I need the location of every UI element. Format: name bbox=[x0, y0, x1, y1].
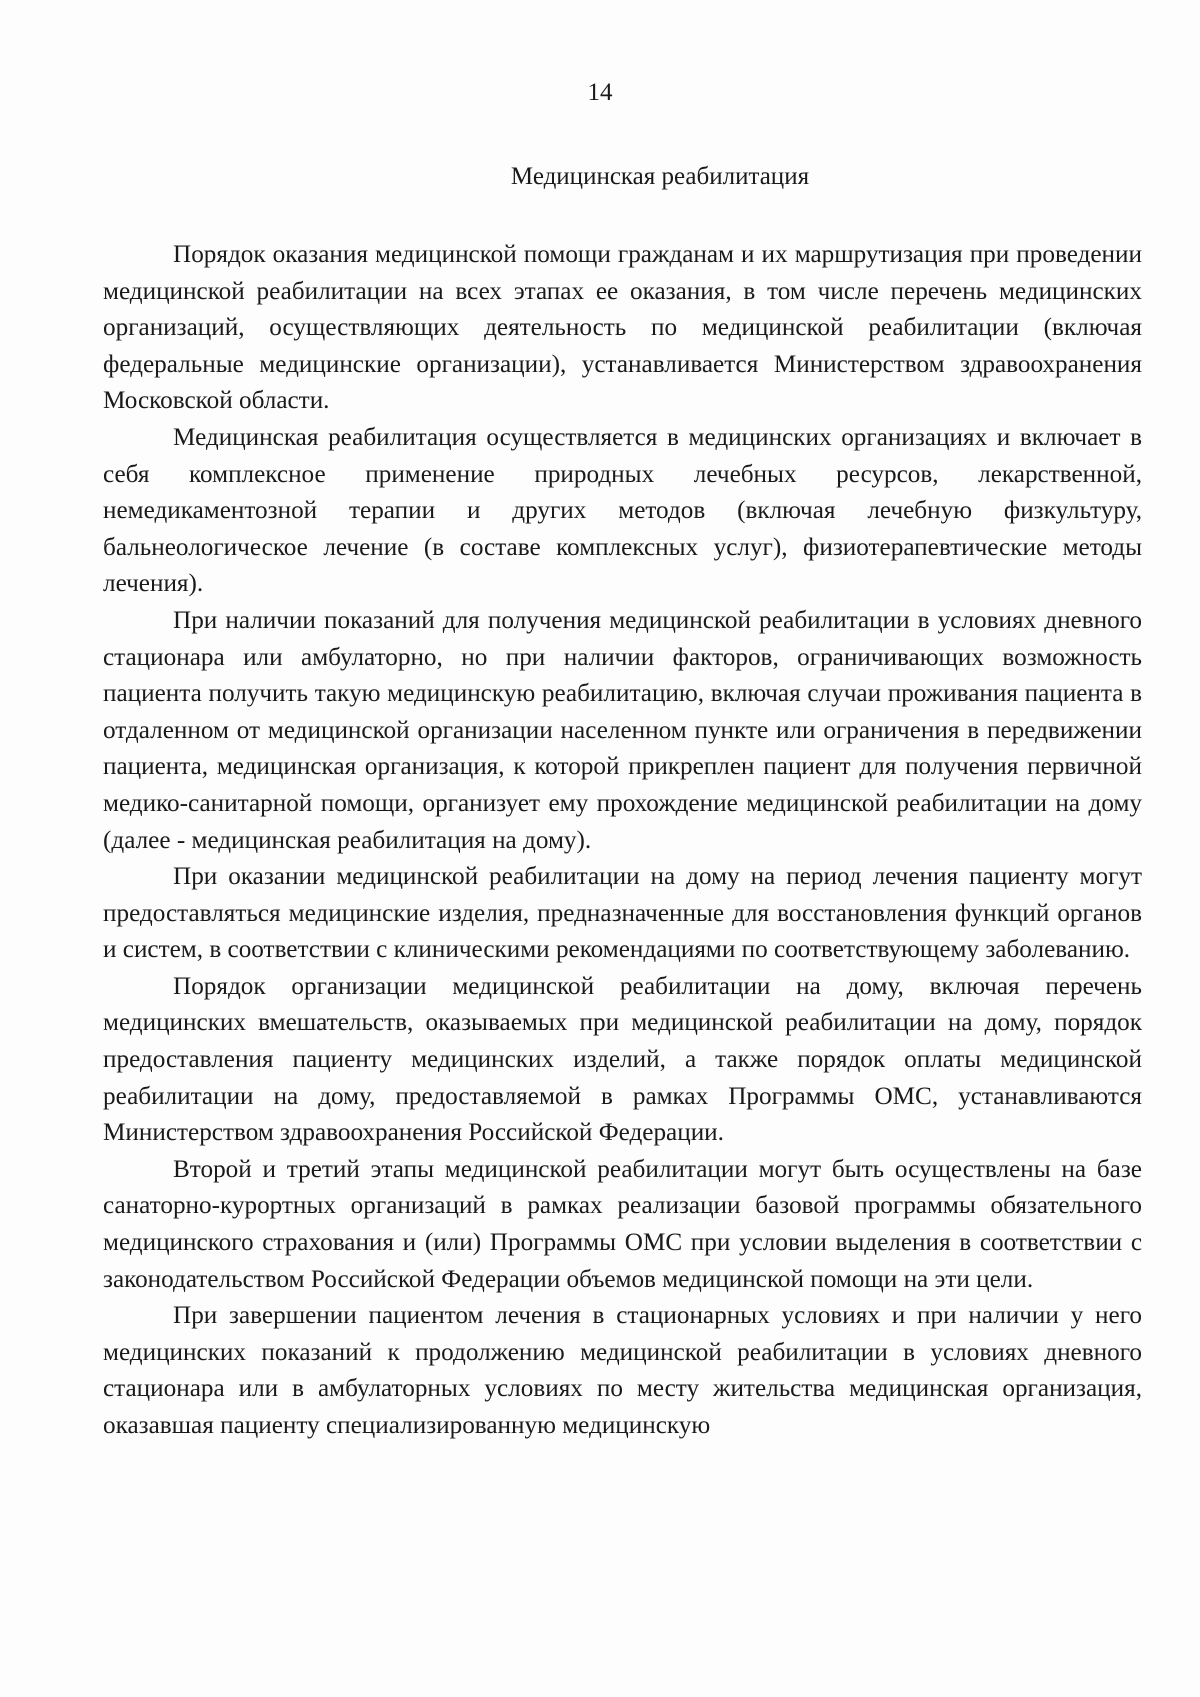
paragraph: Медицинская реабилитация осуществляется в медицинских организациях и включает в себя комплексное применение природных лечебных ресурсов, лекарственной, немедикаментозной терапии и других методов (включая лечебную физкультуру, бальнеологическое лечение (в составе комплексных услуг), физиотерапевтические методы лечения). bbox=[103, 423, 1142, 598]
paragraph: Порядок организации медицинской реабилитации на дому, включая перечень медицинских вмешательств, оказываемых при медицинской реабилитации на дому, порядок предоставления пациенту медицинских изделий, а также порядок оплаты медицинской реабилитации на дому, предоставляемой в рамках Программы ОМС, устанавливаются Министерством здравоохранения Российской Федерации. bbox=[103, 972, 1142, 1147]
paragraph: При оказании медицинской реабилитации на дому на период лечения пациенту могут предоставляться медицинские изделия, предназначенные для восстановления функций органов и систем, в соответствии с клиническими рекомендациями по соответствующему заболеванию. bbox=[103, 863, 1142, 964]
section-heading: Медицинская реабилитация bbox=[510, 163, 810, 190]
paragraph: При завершении пациентом лечения в стационарных условиях и при наличии у него медицинских показаний к продолжению медицинской реабилитации в условиях дневного стационара или в амбулаторных условиях по месту жительства медицинская организация, оказавшая пациенту специализированную медицинскую bbox=[103, 1302, 1142, 1439]
paragraph: При наличии показаний для получения медицинской реабилитации в условиях дневного стационара или амбулаторно, но при наличии факторов, ограничивающих возможность пациента получить такую медицинскую реабилитацию, включая случаи проживания пациента в отдаленном от медицинской организации населенном пункте или ограничения в передвижении пациента, медицинская организация, к которой прикреплен пациент для получения первичной медико-санитарной помощи, организует ему прохождение медицинской реабилитации на дому (далее - медицинская реабилитация на дому). bbox=[103, 606, 1142, 854]
document-body bbox=[103, 237, 1142, 1445]
paragraph: Порядок оказания медицинской помощи гражданам и их маршрутизация при проведении медицинской реабилитации на всех этапах ее оказания, в том числе перечень медицинских организаций, осуществляющих деятельность по медицинской реабилитации (включая федеральные медицинские организации), устанавливается Министерством здравоохранения Московской области. bbox=[103, 241, 1142, 415]
paragraph: Второй и третий этапы медицинской реабилитации могут быть осуществлены на базе санаторно-курортных организаций в рамках реализации базовой программы обязательного медицинского страхования и (или) Программы ОМС при условии выделения в соответствии с законодательством Российской Федерации объемов медицинской помощи на эти цели. bbox=[103, 1155, 1142, 1293]
page-number: 14 bbox=[587, 79, 613, 106]
